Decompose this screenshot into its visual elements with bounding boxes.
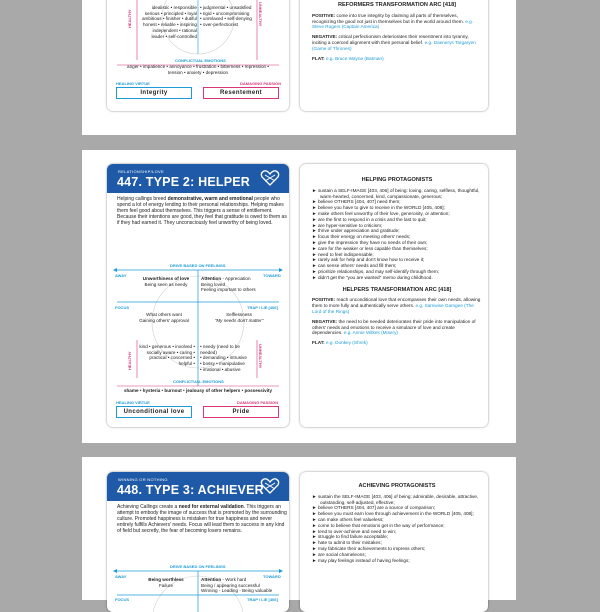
unhealthy-traits: • judgmental • unsatisfied • rigid • uncompromising • unrelaxed • self-denying • over-perfectionist — [200, 5, 252, 28]
trait-item: ► care for the weaker or less capable than themselves; — [312, 245, 428, 251]
trait-item: ► thrive under appreciation and gratitude; — [312, 228, 400, 234]
trait-item: ► focus their energy on meeting others' needs; — [312, 234, 411, 240]
trap-label: TRAP / LIE [406] — [247, 597, 278, 602]
healing-virtue-box: Integrity — [116, 87, 192, 99]
flat-arc: FLAT: e.g. Bruce Wayne (Batman) — [312, 55, 384, 61]
unhealthy-tag: UNHEALTHY — [258, 344, 263, 369]
quadrant-trap: Selflessness "My needs don't matter" — [214, 312, 264, 323]
card3-intro: Achieving Callings create a need for external validation. This triggers an attempt to embody the image of success that is promoted by the surrounding culture. Promoted happiness is mistaken for true happiness and never entirely fulfills Achievers' needs. Focus will lead them to success in any kind of field but secretly, the fear of becoming losers remains. — [117, 504, 287, 535]
trait-item: ► are the first to respond in a crisis and the last to quit; — [312, 216, 427, 222]
card2-category: RELATIONSHIP/LOVE — [118, 169, 164, 174]
drive-label: DRIVE BASED ON FEELINGS — [170, 564, 226, 569]
trait-item: ► sustain the SELF-IMAGE [403, 406] of being: admirable, desirable, attractive, outstanding, self-adjusted, effective; — [312, 493, 479, 505]
conflictual-emotions-label: CONFLICTUAL EMOTIONS — [175, 58, 226, 63]
trait-item: ► can make others feel valueless; — [312, 516, 384, 522]
healthy-traits: idealistic • responsible serious • principled • loyal ambitious • finisher • dutiful honest • reliable • inspiring independent • rational leader • self-controlled — [141, 5, 197, 39]
away-label: AWAY — [115, 574, 127, 579]
trait-item: ► can sense others' needs and fill them; — [312, 263, 397, 269]
trait-item: ► believe OTHERS [404, 407] need them; — [312, 199, 401, 205]
protagonist-traits-list — [312, 188, 482, 281]
card1-left — [107, 0, 289, 111]
trait-item: ► make others feel unworthy of their love, generosity, or attention; — [312, 210, 450, 216]
card2-left — [107, 164, 289, 427]
card2-intro: Helping callings breed demonstrative, warm and emotional people who spend a lot of energy lending to their personal relationships. Helping makes them feel good about themselves. This triggers a sense of entitlement. Because their intentions are good, they feel that gratitude is owed to them as if they had earned it. They unconsciously feel unworthy of being loved. — [117, 196, 287, 227]
conflictual-emotions: shame • hysteria • burnout • jealousy of other helpers • possessivity — [123, 388, 273, 393]
trap-label: TRAP / LIE [406] — [247, 305, 278, 310]
trait-item: ► come to believe that emotions get in the way of performance; — [312, 522, 445, 528]
conflictual-emotions: anger • impatience • annoyance • frustration • bitterness • repression • tension • anxiety • depression — [127, 64, 269, 75]
positive-arc: POSITIVE: come into true integrity by claiming all parts of themselves, recognizing the good not just in themselves but in the world around them. e.g. Steve Rogers (Captain America) — [312, 12, 474, 30]
card3-left — [107, 472, 289, 612]
negative-arc: NEGATIVE: the need to be needed deteriorates their pride into manipulation of others' needs and emotions to receive a simulacre of love and create dependencies. e.g. Annie Wilkes (Misery) — [312, 318, 476, 336]
trait-item: ► believe you have to give to receive in the WORLD [405, 408]; — [312, 205, 445, 211]
trait-item: ► struggle to find failure acceptable; — [312, 534, 389, 540]
trait-item: ► may fabricate their achievements to impress others; — [312, 545, 426, 551]
damaging-passion-label: DAMAGING PASSION — [240, 81, 282, 86]
trait-item: ► didn't get the "you are wanted" memo during childhood. — [312, 274, 433, 280]
arc-title: REFORMERS TRANSFORMATION ARC [418] — [337, 2, 457, 8]
trait-item: ► prioritize relationships, and may self-identify through them; — [312, 268, 440, 274]
drive-label: DRIVE BASED ON FEELINGS — [170, 263, 226, 268]
damaging-passion-label: DAMAGING PASSION — [237, 400, 279, 405]
healthy-traits: kind • generous • involved • socially aware • caring • practical • concerned • helpful • — [139, 344, 195, 367]
trait-item: ► tend to over-achieve and need to win; — [312, 528, 397, 534]
away-label: AWAY — [115, 273, 127, 278]
negative-arc: NEGATIVE: critical perfectionism deteriorates their resentment into tyranny, inciting a coerced alignment with their personal belief. e.g. Daenerys Targaryen (Game of Thrones) — [312, 34, 476, 51]
protagonists-title: HELPING PROTAGONISTS — [361, 177, 433, 183]
positive-arc: POSITIVE: reach unconditional love that encompasses their own needs, allowing them to more fully and authentically serve others. e.g. Samwise Gamgee (The Lord of the Rings) — [312, 297, 481, 314]
protagonist-traits-list — [312, 494, 482, 564]
toward-label: TOWARD — [263, 273, 281, 278]
trait-item: ► need to feel indispensable; — [312, 251, 374, 257]
trait-item: ► are social chameleons; — [312, 551, 366, 557]
healing-virtue-box: Unconditional love — [116, 406, 192, 418]
unhealthy-tag: UNHEALTHY — [258, 2, 263, 27]
healing-virtue-label: HEALING VIRTUE — [116, 81, 150, 86]
damaging-passion-box: Pride — [203, 406, 279, 418]
card1-right — [300, 0, 488, 111]
unhealthy-traits: • needy (need to be needed) • demanding • intrusive • bossy • manipulative • irrational • abusive — [200, 344, 247, 372]
trait-item: ► give the impression they have no needs of their own; — [312, 239, 428, 245]
quadrant-focus: What others want Gaining others' approval — [139, 312, 189, 323]
card3-right — [300, 472, 488, 612]
trait-item: ► hate to admit to their mistakes; — [312, 540, 382, 546]
card3-title: 448. TYPE 3: ACHIEVER — [117, 483, 264, 497]
card2-title: 447. TYPE 2: HELPER — [117, 175, 251, 189]
trait-item: ► are hyper-sensitive to criticism; — [312, 222, 383, 228]
conflictual-emotions-label: CONFLICTUAL EMOTIONS — [173, 379, 224, 384]
damaging-passion-box: Resentement — [203, 87, 279, 99]
toward-label: TOWARD — [263, 574, 281, 579]
trait-item: ► rarely ask for help and don't know how to receive it; — [312, 257, 425, 263]
quadrant-fear: Being worthless Failure — [148, 577, 184, 588]
focus-label: FOCUS — [115, 597, 129, 602]
quadrant-fear: Unworthiness of love Being seen as needy — [142, 276, 190, 287]
healthy-tag: HEALTHY — [127, 9, 132, 28]
quadrant-desire: Attention - Appreciation Being loved Feeling important to others — [201, 276, 256, 293]
card2-right — [300, 164, 488, 427]
trait-item: ► believe you must earn love through achievement in the WORLD [405, 408]; — [312, 511, 474, 517]
healing-virtue-label: HEALING VIRTUE — [116, 400, 150, 405]
focus-label: FOCUS — [115, 305, 129, 310]
trait-item: ► may play feelings instead of having feelings; — [312, 557, 410, 563]
trait-item: ► believe OTHERS [404, 407] are a source of comparison; — [312, 505, 436, 511]
healthy-tag: HEALTHY — [127, 351, 132, 370]
trait-item: ► sustain a SELF-IMAGE [403, 406] of being: loving, caring, selfless, thoughtful, warm-hearted, concerned, kind, compassionate, generous; — [312, 187, 480, 199]
card3-category: WINNING OR NOTHING — [118, 477, 168, 482]
protagonists-title: ACHIEVING PROTAGONISTS — [358, 483, 436, 489]
flat-arc: FLAT: e.g. Donkey (Shrek) — [312, 340, 368, 346]
quadrant-desire: Attention - Work hard Being / appearing successful Winning - Leading - Being valuable — [201, 577, 273, 594]
arc-title: HELPERS TRANSFORMATION ARC [418] — [342, 286, 452, 293]
